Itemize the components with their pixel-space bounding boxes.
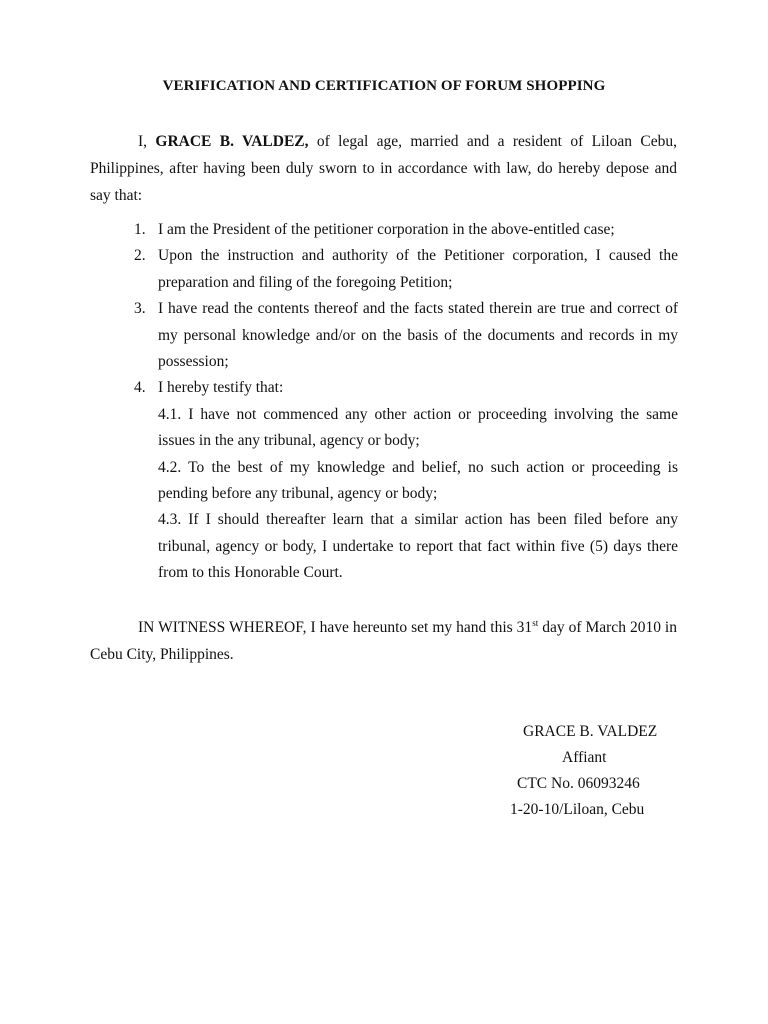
sublist-item: 4.2. To the best of my knowledge and belief, no such action or proceeding is pending before any tribunal, agency or body; bbox=[158, 458, 678, 503]
list-item bbox=[134, 296, 678, 375]
item-number: 2. bbox=[134, 247, 146, 265]
testimony-sublist bbox=[158, 402, 678, 587]
item-number: 4. bbox=[134, 379, 146, 397]
item-number: 3. bbox=[134, 300, 146, 318]
sublist-item: 4.3. If I should thereafter learn that a similar action has been filed before any tribunal, agency or body, I undertake to report that fact within five (5) days there from to this Honorable Court. bbox=[158, 511, 678, 582]
signatory-name: GRACE B. VALDEZ bbox=[523, 723, 658, 740]
list-item bbox=[134, 217, 678, 243]
intro-rest: of legal age, married and a resident of Liloan Cebu, Philippines, after having been duly sworn to in accordance with law, do hereby depose and say that: bbox=[90, 133, 678, 204]
ctc-date-place: 1-20-10/Liloan, Cebu bbox=[510, 801, 645, 818]
item-number: 1. bbox=[134, 221, 146, 238]
ordinal-suffix: st bbox=[532, 617, 539, 628]
ctc-number: CTC No. 06093246 bbox=[517, 775, 640, 792]
intro-lead: I, bbox=[138, 133, 156, 150]
witness-after: day of March 2010 in Cebu City, Philippines. bbox=[90, 619, 677, 663]
item-text: I have read the contents thereof and the facts stated therein are true and correct of my personal knowledge and/or on the basis of the documents and records in my possession; bbox=[158, 300, 678, 371]
sublist-item: 4.1. I have not commenced any other action or proceeding involving the same issues in the any tribunal, agency or body; bbox=[158, 405, 678, 450]
item-text: I am the President of the petitioner corporation in the above-entitled case; bbox=[158, 221, 615, 238]
witness-before: IN WITNESS WHEREOF, I have hereunto set my hand this 31 bbox=[138, 619, 533, 636]
item-text: I hereby testify that: bbox=[158, 379, 284, 397]
intro-paragraph bbox=[90, 128, 677, 209]
affiant-name-bold: GRACE B. VALDEZ, bbox=[155, 133, 309, 150]
item-text: Upon the instruction and authority of the Petitioner corporation, I caused the preparation and filing of the foregoing Petition; bbox=[158, 247, 678, 291]
statements-list bbox=[134, 217, 678, 587]
list-item bbox=[134, 375, 678, 586]
document-title: VERIFICATION AND CERTIFICATION OF FORUM SHOPPING bbox=[162, 78, 606, 94]
signatory-role: Affiant bbox=[562, 749, 607, 766]
list-item bbox=[134, 243, 678, 296]
witness-paragraph bbox=[90, 614, 677, 668]
